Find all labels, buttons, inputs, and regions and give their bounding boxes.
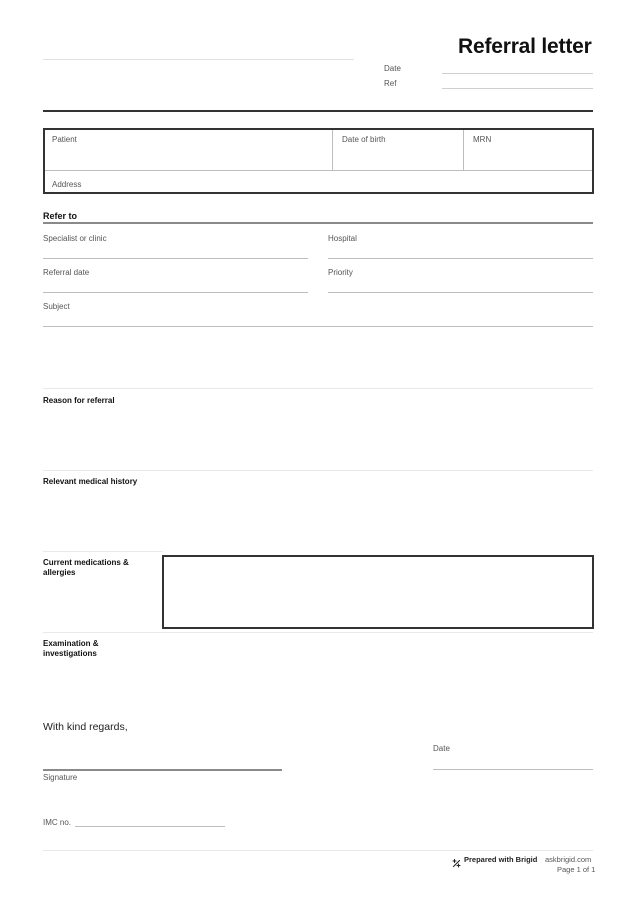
hospital-label: Hospital <box>328 234 357 243</box>
subject-line[interactable] <box>43 326 593 327</box>
regards-text: With kind regards, <box>43 721 128 733</box>
exam-divider <box>43 632 593 633</box>
hospital-line[interactable] <box>328 258 593 259</box>
mrn-label: MRN <box>473 135 492 144</box>
patient-box-row-divider <box>45 170 592 171</box>
priority-label: Priority <box>328 268 353 277</box>
page-title: Referral letter <box>458 35 592 58</box>
signoff-date-line[interactable] <box>433 769 593 770</box>
exam-label-line1: Examination & <box>43 639 99 648</box>
patient-label: Patient <box>52 135 77 144</box>
patient-box <box>43 128 594 194</box>
signature-line[interactable] <box>43 769 282 771</box>
medications-box[interactable] <box>162 555 594 629</box>
brigid-logo-icon <box>452 855 461 864</box>
header-date-label: Date <box>384 64 401 73</box>
signoff-date-label: Date <box>433 744 450 753</box>
reason-label: Reason for referral <box>43 396 115 405</box>
history-divider <box>43 470 593 471</box>
medications-divider <box>43 551 163 552</box>
header-ref-label: Ref <box>384 79 397 88</box>
footer-brand[interactable]: Prepared with Brigid <box>464 855 538 864</box>
history-label: Relevant medical history <box>43 477 138 486</box>
header-divider <box>43 110 593 112</box>
specialist-label: Specialist or clinic <box>43 234 107 243</box>
signature-label: Signature <box>43 773 78 782</box>
footer-divider <box>43 850 593 851</box>
patient-box-divider-1 <box>332 130 333 171</box>
patient-box-divider-2 <box>463 130 464 171</box>
refer-to-heading: Refer to <box>43 211 78 221</box>
footer-site[interactable]: askbrigid.com <box>545 855 592 864</box>
imc-line[interactable] <box>75 826 225 827</box>
reason-divider <box>43 388 593 389</box>
referral-date-label: Referral date <box>43 268 90 277</box>
dob-label: Date of birth <box>342 135 386 144</box>
specialist-line[interactable] <box>43 258 308 259</box>
footer-page-number: Page 1 of 1 <box>557 865 596 874</box>
subject-label: Subject <box>43 302 70 311</box>
priority-line[interactable] <box>328 292 593 293</box>
medications-label-line2: allergies <box>43 568 76 577</box>
header-ref-line[interactable] <box>442 88 593 89</box>
exam-label-line2: investigations <box>43 649 97 658</box>
header-name-line <box>43 59 354 60</box>
header-date-line[interactable] <box>442 73 593 74</box>
refer-to-divider <box>43 222 593 224</box>
address-label: Address <box>52 180 82 189</box>
medications-label-line1: Current medications & <box>43 558 129 567</box>
referral-date-line[interactable] <box>43 292 308 293</box>
imc-label: IMC no. <box>43 818 72 827</box>
